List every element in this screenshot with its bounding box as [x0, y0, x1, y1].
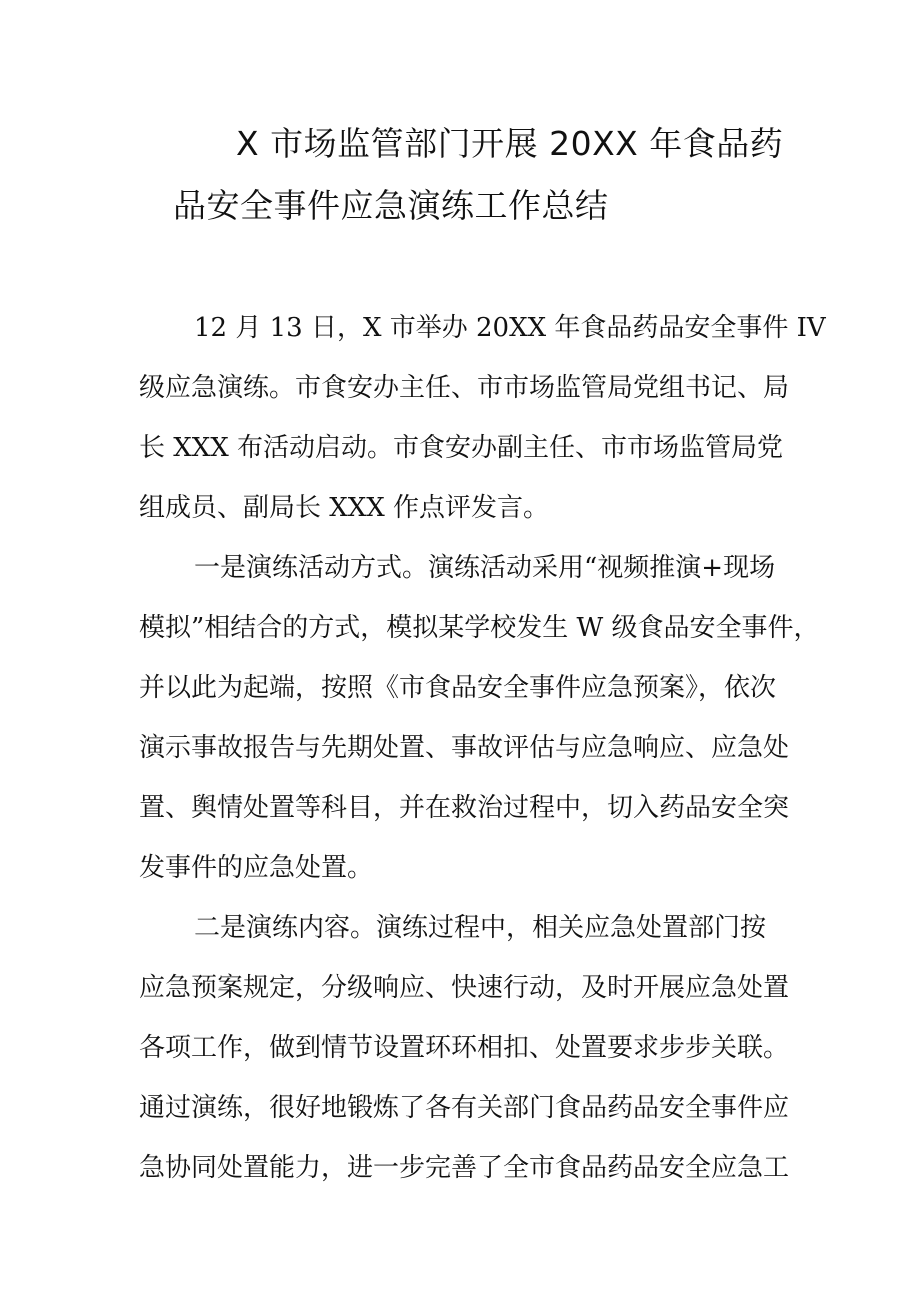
paragraph-1 — [139, 298, 826, 538]
paragraph-line: 发事件的应急处置。 — [139, 853, 374, 883]
paragraph-line: 急协同处置能力，进一步完善了全市食品药品安全应急工 — [139, 1153, 790, 1183]
paragraph-line: 模拟”相结合的方式，模拟某学校发生 W 级食品安全事件， — [139, 613, 820, 643]
document-body — [139, 298, 826, 1198]
paragraph-line: 置、舆情处置等科目，并在救治过程中，切入药品安全突 — [139, 793, 790, 823]
paragraph-line: 一是演练活动方式。演练活动采用“视频推演+现场 — [194, 553, 776, 583]
paragraph-line: 并以此为起端，按照《市食品安全事件应急预案》，依次 — [139, 673, 777, 703]
paragraph-2 — [139, 538, 820, 898]
paragraph-line: 级应急演练。市食安办主任、市市场监管局党组书记、局 — [139, 373, 790, 403]
title-line-1: X 市场监管部门开展 20XX 年食品药 — [236, 124, 784, 163]
paragraph-line: 各项工作，做到情节设置环环相扣、处置要求步步关联。 — [139, 1033, 790, 1063]
paragraph-line: 12 月 13 日，X 市举办 20XX 年食品药品安全事件 IV — [194, 313, 826, 343]
paragraph-line: 演示事故报告与先期处置、事故评估与应急响应、应急处 — [139, 733, 790, 763]
paragraph-line: 应急预案规定，分级响应、快速行动，及时开展应急处置 — [139, 973, 790, 1003]
paragraph-line: 二是演练内容。演练过程中，相关应急处置部门按 — [194, 913, 767, 943]
paragraph-line: 通过演练，很好地锻炼了各有关部门食品药品安全事件应 — [139, 1093, 790, 1123]
paragraph-3 — [139, 898, 799, 1198]
paragraph-line: 组成员、副局长 XXX 作点评发言。 — [139, 493, 550, 523]
title-line-2: 品安全事件应急演练工作总结 — [173, 186, 609, 225]
paragraph-line: 长 XXX 布活动启动。市食安办副主任、市市场监管局党 — [139, 433, 784, 463]
